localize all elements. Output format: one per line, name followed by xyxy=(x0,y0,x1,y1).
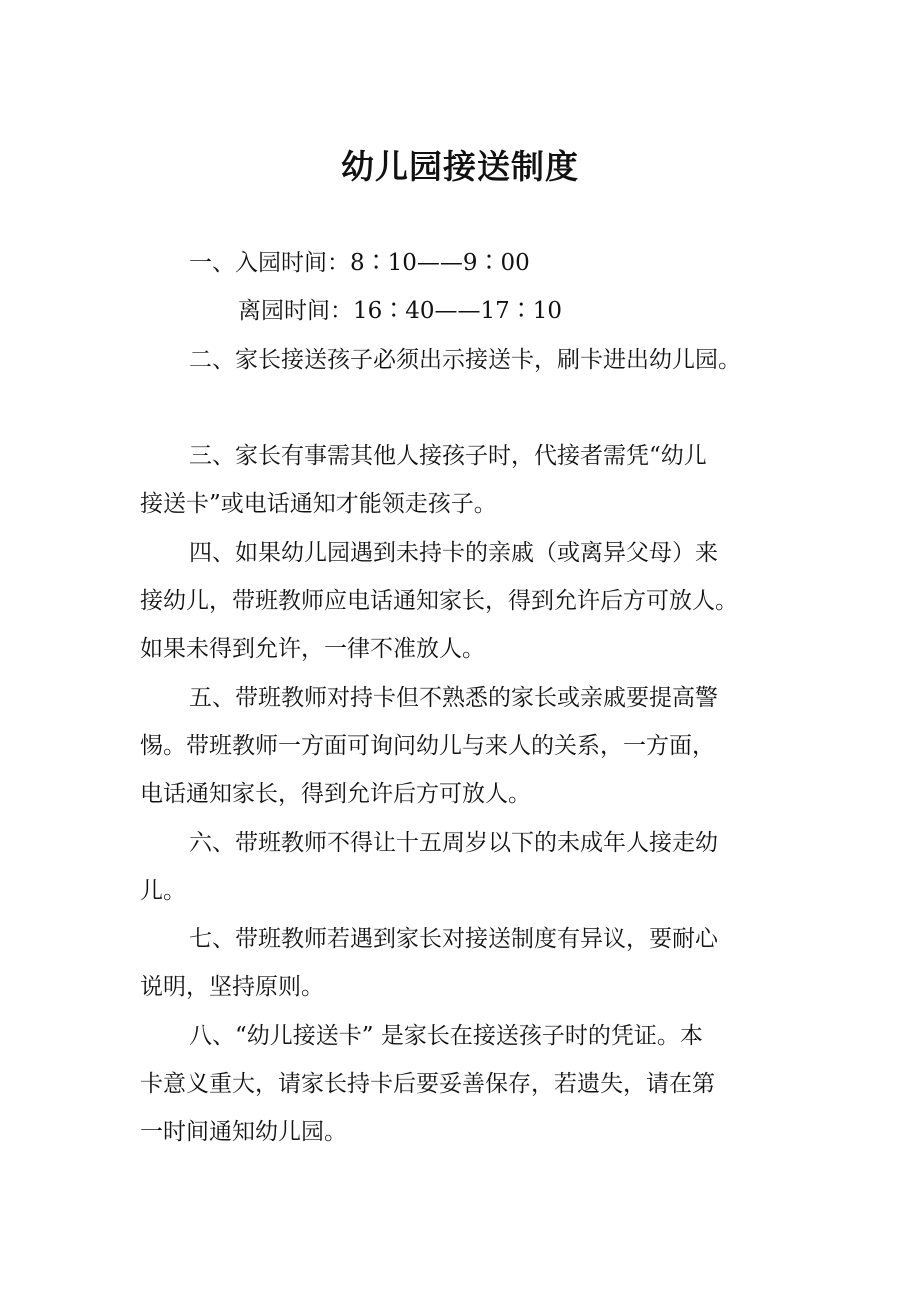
rule-8-line-3: 一时间通知幼儿园。 xyxy=(140,1119,347,1146)
document-title: 幼儿园接送制度 xyxy=(341,147,579,186)
rule-8-line-2: 卡意义重大，请家长持卡后要妥善保存，若遗失，请在第 xyxy=(140,1071,715,1098)
rule-5-line-3: 电话通知家长，得到允许后方可放人。 xyxy=(140,781,531,808)
rule-5-line-2: 惕。带班教师一方面可询问幼儿与来人的关系，一方面， xyxy=(140,732,715,759)
rule-5-line-1: 五、带班教师对持卡但不熟悉的家长或亲戚要提高警 xyxy=(189,684,718,711)
document-body xyxy=(140,239,780,1157)
rule-1-entry-time: 一、入园时间：8∶10——9∶00 xyxy=(189,250,530,276)
rule-6-line-2: 儿。 xyxy=(140,877,186,904)
rule-4-line-3: 如果未得到允许，一律不准放人。 xyxy=(140,636,485,663)
rule-4-line-1: 四、如果幼儿园遇到未持卡的亲戚（或离异父母）来 xyxy=(189,539,718,566)
rule-3-line-1: 三、家长有事需其他人接孩子时，代接者需凭“幼儿 xyxy=(189,443,707,470)
rule-4-line-2: 接幼儿，带班教师应电话通知家长，得到允许后方可放人。 xyxy=(140,588,738,615)
rule-7-line-2: 说明，坚持原则。 xyxy=(140,974,324,1001)
rule-7-line-1: 七、带班教师若遇到家长对接送制度有异议，要耐心 xyxy=(189,926,718,953)
rule-8-line-1: 八、“幼儿接送卡” 是家长在接送孩子时的凭证。本 xyxy=(189,1022,703,1049)
blank-line xyxy=(140,384,780,432)
rule-3-line-2: 接送卡”或电话通知才能领走孩子。 xyxy=(140,491,497,518)
rule-6-line-1: 六、带班教师不得让十五周岁以下的未成年人接走幼 xyxy=(189,829,718,856)
rule-1-leave-time: 离园时间：16∶40——17∶10 xyxy=(238,298,563,325)
rule-2: 二、家长接送孩子必须出示接送卡，刷卡进出幼儿园。 xyxy=(189,346,741,373)
